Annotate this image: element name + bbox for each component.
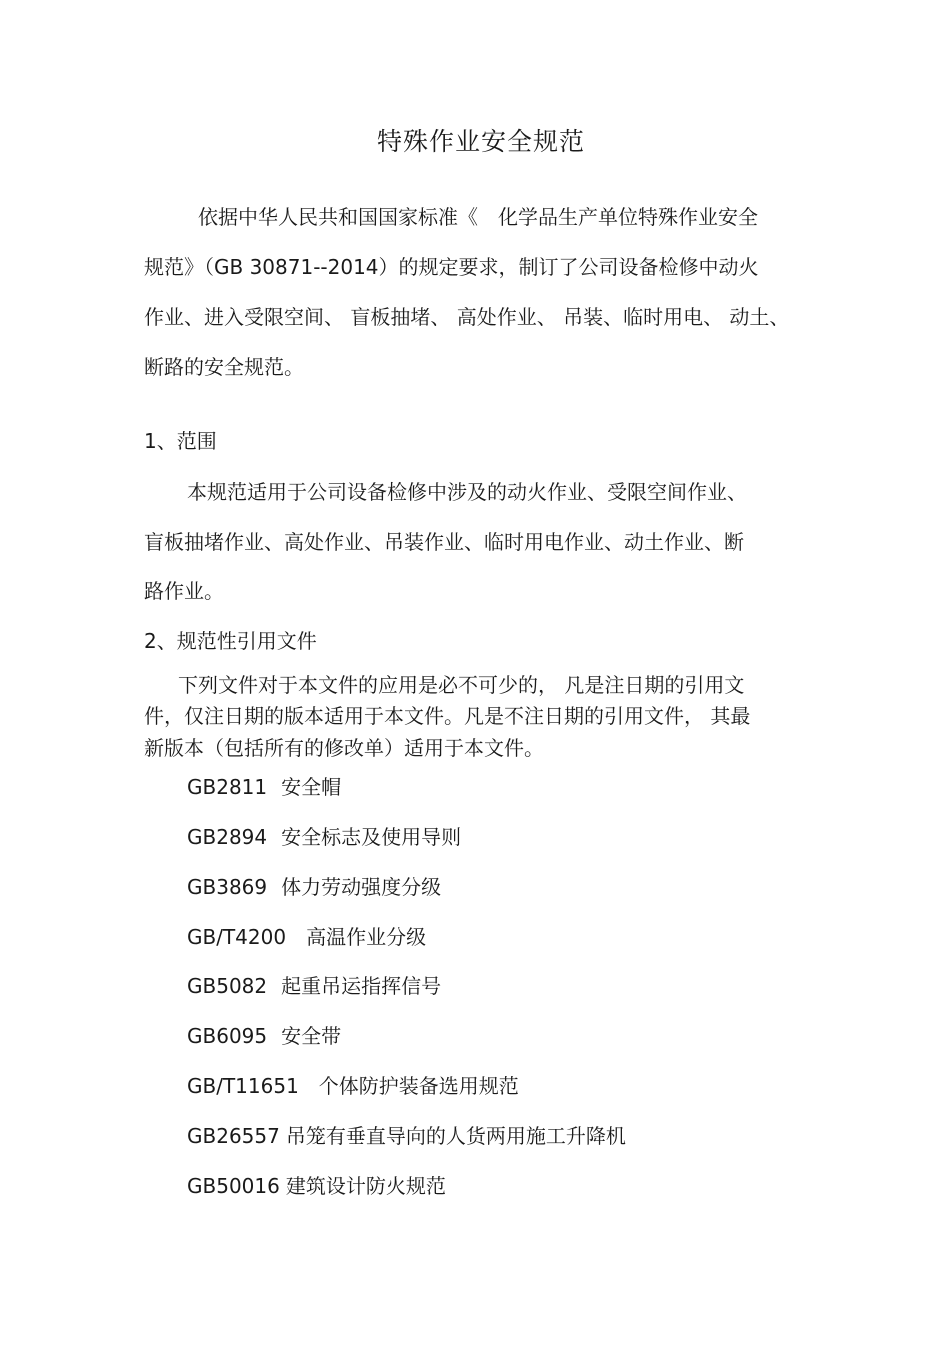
reference-code: GB6095 [187, 1024, 268, 1048]
reference-item [187, 1173, 446, 1199]
reference-item [187, 774, 341, 800]
reference-code: GB2894 [187, 825, 268, 849]
reference-item [187, 924, 426, 950]
reference-item [187, 1023, 341, 1049]
section-1-line-2: 盲板抽堵作业、高处作业、吊装作业、临时用电作业、动土作业、断 [144, 530, 744, 554]
reference-item [187, 874, 441, 900]
section-1-heading: 1、范围 [144, 429, 217, 453]
document-title: 特殊作业安全规范 [376, 127, 585, 156]
section-1-line-1: 本规范适用于公司设备检修中涉及的动火作业、受限空间作业、 [187, 480, 747, 504]
reference-code: GB/T11651 [187, 1074, 299, 1098]
reference-item [187, 1073, 519, 1099]
section-2-heading: 2、规范性引用文件 [144, 629, 317, 653]
reference-code: GB3869 [187, 875, 268, 899]
reference-code: GB26557 [187, 1124, 280, 1148]
intro-line-3: 作业、进入受限空间、 盲板抽堵、 高处作业、 吊装、临时用电、 动土、 [144, 305, 790, 329]
reference-code: GB/T4200 [187, 925, 287, 949]
intro-line-1: 依据中华人民共和国国家标准《 化学品生产单位特殊作业安全 [198, 205, 758, 229]
reference-name: 安全带 [281, 1024, 342, 1048]
reference-name: 安全标志及使用导则 [281, 825, 462, 849]
reference-code: GB50016 [187, 1174, 280, 1198]
reference-code: GB5082 [187, 974, 268, 998]
reference-item [187, 1123, 626, 1149]
reference-name: 安全帽 [281, 775, 342, 799]
reference-item [187, 824, 461, 850]
intro-line-2: 规范》（GB 30871--2014）的规定要求，制订了公司设备检修中动火 [144, 255, 759, 279]
reference-name: 个体防护装备选用规范 [318, 1074, 519, 1098]
reference-name: 体力劳动强度分级 [281, 875, 442, 899]
reference-name: 高温作业分级 [306, 925, 427, 949]
reference-name: 起重吊运指挥信号 [281, 974, 442, 998]
section-2-line-1: 下列文件对于本文件的应用是必不可少的， 凡是注日期的引用文 [178, 673, 745, 697]
section-2-line-2: 件，仅注日期的版本适用于本文件。凡是不注日期的引用文件， 其最 [144, 704, 751, 728]
reference-item [187, 973, 441, 999]
reference-code: GB2811 [187, 775, 268, 799]
section-2-line-3: 新版本（包括所有的修改单）适用于本文件。 [144, 736, 544, 760]
reference-name: 建筑设计防火规范 [285, 1174, 446, 1198]
section-1-line-3: 路作业。 [144, 579, 224, 603]
reference-name: 吊笼有垂直导向的人货两用施工升降机 [285, 1124, 626, 1148]
intro-line-4: 断路的安全规范。 [144, 355, 304, 379]
